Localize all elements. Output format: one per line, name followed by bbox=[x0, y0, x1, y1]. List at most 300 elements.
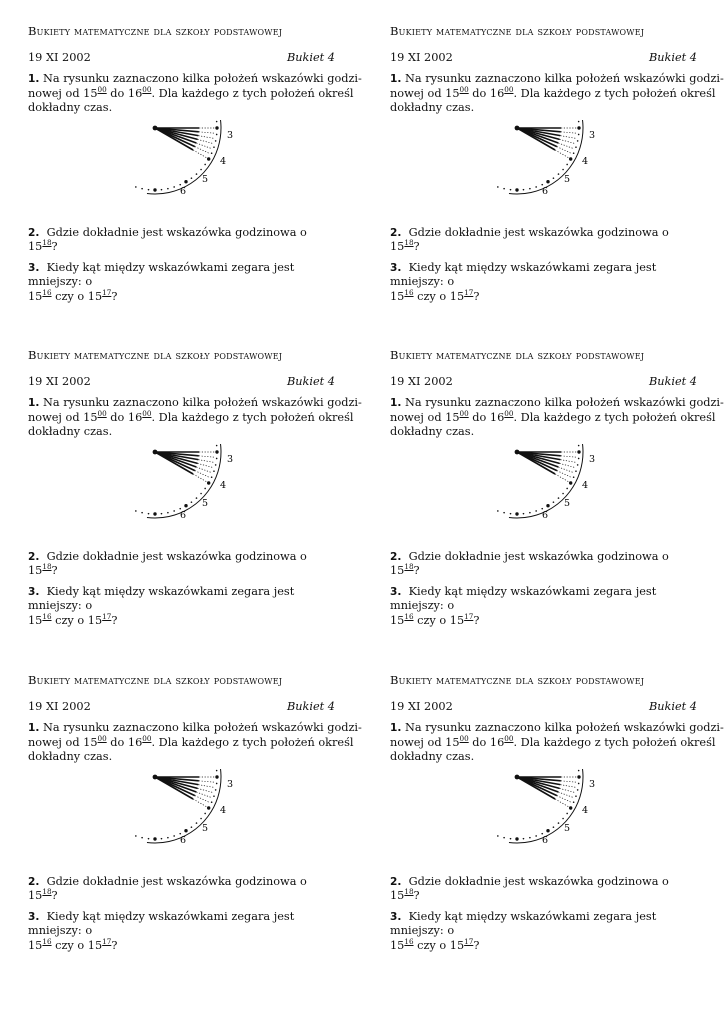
date-line bbox=[390, 375, 697, 390]
minute-mark bbox=[216, 782, 218, 784]
task-3-time-1-hour: 15 bbox=[28, 938, 43, 952]
minute-mark bbox=[578, 769, 580, 771]
minute-mark bbox=[577, 789, 579, 791]
task-3 bbox=[390, 585, 697, 629]
time-from-hour: 15 bbox=[445, 735, 460, 749]
minute-mark bbox=[167, 511, 169, 513]
minute-mark bbox=[173, 186, 175, 188]
task-1-number: 1. bbox=[390, 73, 402, 85]
task-3-end: ? bbox=[473, 938, 480, 952]
minute-mark bbox=[577, 464, 579, 466]
task-3-time-2 bbox=[449, 287, 474, 303]
minute-mark bbox=[529, 511, 531, 513]
task-3-time-2-hour: 15 bbox=[87, 289, 103, 303]
task-1-text-b: nowej od bbox=[390, 86, 442, 100]
minute-mark bbox=[161, 837, 163, 839]
hour-hand-guide bbox=[195, 146, 210, 153]
hour-hand-guide bbox=[198, 784, 214, 787]
minute-mark bbox=[503, 836, 505, 838]
task-2-time bbox=[390, 564, 414, 577]
task-3 bbox=[28, 910, 335, 954]
task-2-time bbox=[390, 240, 414, 253]
task-3-time-1-hour: 15 bbox=[28, 613, 43, 627]
task-1 bbox=[390, 721, 724, 765]
clock-label-4: 4 bbox=[582, 804, 589, 816]
task-3-number: 3. bbox=[390, 910, 402, 923]
task-1-line-1 bbox=[28, 721, 362, 736]
time-to-hour: 16 bbox=[489, 410, 505, 424]
hour-mark bbox=[184, 503, 187, 506]
minute-mark bbox=[173, 510, 175, 512]
time-from-hour: 15 bbox=[445, 86, 460, 100]
hour-mark bbox=[184, 179, 187, 182]
task-2-text: Gdzie dokładnie jest wskazówka godzinowa o bbox=[408, 225, 669, 239]
task-2-number: 2. bbox=[28, 550, 40, 563]
task-3-text-b: czy o bbox=[417, 289, 447, 303]
hour-hand-guide bbox=[555, 474, 569, 482]
minute-mark bbox=[167, 836, 169, 838]
task-3-time-1-minutes: 16 bbox=[404, 611, 414, 621]
hour-mark bbox=[207, 806, 210, 809]
time-from-minutes: 00 bbox=[97, 733, 107, 743]
minute-mark bbox=[204, 163, 206, 165]
hour-hand-guide bbox=[561, 780, 577, 781]
task-2-time bbox=[28, 889, 52, 902]
task-3-end: ? bbox=[473, 613, 480, 627]
clock-label-5: 5 bbox=[202, 173, 209, 185]
clock-center bbox=[153, 774, 158, 779]
task-2-number: 2. bbox=[390, 550, 402, 563]
minute-mark bbox=[497, 510, 499, 512]
minute-mark bbox=[191, 177, 193, 179]
clock-label-6: 6 bbox=[542, 509, 549, 521]
task-3-time-1 bbox=[28, 936, 52, 952]
task-1-text-d: . Dla każdego z tych położeń określ bbox=[151, 735, 354, 749]
clock-figure bbox=[390, 120, 697, 222]
task-1-number: 1. bbox=[390, 397, 402, 409]
task-2-time-hour: 15 bbox=[390, 564, 405, 577]
task-1-text-b: nowej od bbox=[28, 735, 80, 749]
time-to-minutes: 00 bbox=[142, 84, 152, 94]
task-2-end: ? bbox=[51, 564, 58, 577]
clock-label-6: 6 bbox=[180, 185, 187, 197]
task-3 bbox=[390, 910, 697, 954]
task-1-line-1 bbox=[28, 396, 362, 411]
date-line bbox=[28, 700, 335, 715]
hour-hand-guide bbox=[558, 143, 573, 148]
minute-mark bbox=[200, 817, 202, 819]
minute-mark bbox=[148, 512, 150, 514]
hour-hand-guide bbox=[198, 135, 214, 138]
task-3-time-2-minutes: 17 bbox=[464, 611, 474, 621]
hour-hand-guide bbox=[198, 139, 213, 143]
clock-diagram bbox=[495, 769, 605, 869]
task-3-text-a: Kiedy kąt między wskazówkami zegara jest mniejszy: o bbox=[28, 260, 295, 288]
task-2-time-minutes: 18 bbox=[404, 562, 414, 571]
date-text: 19 XI 2002 bbox=[28, 50, 91, 64]
hour-mark bbox=[515, 188, 518, 191]
task-1-line-2 bbox=[390, 84, 716, 102]
hour-hand-guide bbox=[555, 150, 569, 158]
task-1-line-3: dokładny czas. bbox=[390, 425, 475, 438]
task-3-time-1-hour: 15 bbox=[28, 289, 43, 303]
hour-mark bbox=[515, 837, 518, 840]
clock-figure bbox=[28, 120, 335, 222]
task-2 bbox=[390, 875, 697, 904]
worksheet-card bbox=[390, 671, 724, 971]
task-3-time-2-minutes: 17 bbox=[102, 936, 112, 946]
task-1-number: 1. bbox=[390, 722, 402, 734]
hour-mark bbox=[184, 828, 187, 831]
task-2-time-minutes: 18 bbox=[404, 887, 414, 896]
card-header: Bukiety matematyczne dla szkoły podstawowej bbox=[28, 348, 283, 362]
minute-mark bbox=[191, 501, 193, 503]
task-1-line-2 bbox=[28, 84, 354, 102]
task-3-end: ? bbox=[111, 289, 118, 303]
task-3 bbox=[28, 261, 335, 305]
minute-mark bbox=[573, 476, 575, 478]
task-2-time-minutes: 18 bbox=[404, 238, 414, 247]
minute-mark bbox=[523, 837, 525, 839]
task-2 bbox=[390, 550, 697, 579]
clock-diagram bbox=[495, 444, 605, 544]
task-2 bbox=[28, 226, 335, 255]
time-from-minutes: 00 bbox=[459, 408, 469, 418]
clock-label-5: 5 bbox=[202, 497, 209, 509]
task-3-text-a: Kiedy kąt między wskazówkami zegara jest mniejszy: o bbox=[390, 584, 657, 612]
task-3-time-2-minutes: 17 bbox=[464, 287, 474, 297]
hour-hand-guide bbox=[196, 467, 211, 472]
minute-mark bbox=[211, 152, 213, 154]
time-to-minutes: 00 bbox=[142, 733, 152, 743]
task-3-time-1-minutes: 16 bbox=[42, 611, 52, 621]
minute-mark bbox=[535, 835, 537, 837]
task-1-line-3: dokładny czas. bbox=[28, 750, 113, 763]
task-2-time bbox=[28, 240, 52, 253]
minute-mark bbox=[215, 464, 217, 466]
minute-mark bbox=[566, 163, 568, 165]
hour-hand-guide bbox=[560, 788, 575, 792]
minute-mark bbox=[497, 835, 499, 837]
hour-mark bbox=[546, 179, 549, 182]
minute-mark bbox=[196, 822, 198, 824]
time-to-minutes: 00 bbox=[504, 733, 514, 743]
hour-mark bbox=[546, 828, 549, 831]
minute-mark bbox=[167, 187, 169, 189]
task-1-text-a: Na rysunku zaznaczono kilka położeń wskazówki godzi- bbox=[43, 72, 362, 85]
task-2-end: ? bbox=[51, 889, 58, 902]
task-2-time-hour: 15 bbox=[28, 564, 43, 577]
time-to bbox=[489, 408, 514, 424]
minute-mark bbox=[573, 801, 575, 803]
minute-mark bbox=[553, 177, 555, 179]
worksheet-card bbox=[28, 346, 362, 646]
minute-mark bbox=[573, 152, 575, 154]
task-1-text-a: Na rysunku zaznaczono kilka położeń wskazówki godzi- bbox=[405, 396, 724, 409]
task-3-time-2-hour: 15 bbox=[449, 938, 465, 952]
task-2-time-hour: 15 bbox=[390, 889, 405, 902]
task-1-text-b: nowej od bbox=[390, 735, 442, 749]
clock-figure bbox=[28, 769, 335, 871]
task-2-time-hour: 15 bbox=[28, 889, 43, 902]
hour-mark bbox=[515, 512, 518, 515]
hour-hand-guide bbox=[560, 784, 576, 787]
task-1-line-2 bbox=[390, 733, 716, 751]
time-to-hour: 16 bbox=[489, 735, 505, 749]
time-from-minutes: 00 bbox=[459, 733, 469, 743]
minute-mark bbox=[213, 146, 215, 148]
minute-mark bbox=[558, 822, 560, 824]
clock-diagram bbox=[133, 769, 243, 869]
task-3-time-1-minutes: 16 bbox=[404, 287, 414, 297]
minute-mark bbox=[191, 826, 193, 828]
time-from-hour: 15 bbox=[83, 86, 98, 100]
task-1-line-1 bbox=[28, 72, 362, 87]
task-3-number: 3. bbox=[28, 585, 40, 598]
task-3-number: 3. bbox=[28, 910, 40, 923]
minute-mark bbox=[562, 492, 564, 494]
minute-mark bbox=[216, 120, 218, 122]
hour-mark bbox=[207, 157, 210, 160]
task-1-text-d: . Dla każdego z tych położeń określ bbox=[151, 86, 354, 100]
worksheet-card bbox=[390, 346, 724, 646]
time-to-hour: 16 bbox=[127, 735, 143, 749]
minute-mark bbox=[148, 188, 150, 190]
time-to-hour: 16 bbox=[127, 86, 143, 100]
task-3-time-2 bbox=[449, 611, 474, 627]
time-from-minutes: 00 bbox=[459, 84, 469, 94]
time-to bbox=[127, 408, 152, 424]
card-header: Bukiety matematyczne dla szkoły podstawowej bbox=[390, 348, 645, 362]
task-1-text-d: . Dla każdego z tych położeń określ bbox=[513, 410, 716, 424]
task-2-text: Gdzie dokładnie jest wskazówka godzinowa o bbox=[46, 549, 307, 563]
task-3-time-1-hour: 15 bbox=[390, 613, 405, 627]
task-1-text-d: . Dla każdego z tych położeń określ bbox=[513, 86, 716, 100]
minute-mark bbox=[535, 510, 537, 512]
minute-mark bbox=[577, 140, 579, 142]
hour-mark bbox=[569, 806, 572, 809]
time-to-minutes: 00 bbox=[504, 408, 514, 418]
minute-mark bbox=[503, 187, 505, 189]
clock-figure bbox=[390, 444, 697, 546]
task-1 bbox=[390, 396, 724, 440]
task-1-number: 1. bbox=[28, 73, 40, 85]
hour-hand-guide bbox=[557, 146, 572, 153]
worksheet-card bbox=[28, 22, 362, 322]
task-3-text-a: Kiedy kąt między wskazówkami zegara jest mniejszy: o bbox=[390, 909, 657, 937]
task-1-text-c: do bbox=[472, 86, 487, 100]
task-1-text-b: nowej od bbox=[28, 410, 80, 424]
hour-hand-guide bbox=[557, 795, 572, 802]
hour-hand-guide bbox=[198, 463, 213, 467]
date-line bbox=[28, 51, 335, 66]
task-1-line-2 bbox=[28, 408, 354, 426]
hour-mark bbox=[215, 775, 218, 778]
minute-mark bbox=[161, 512, 163, 514]
task-3-time-1-minutes: 16 bbox=[42, 936, 52, 946]
task-1-text-a: Na rysunku zaznaczono kilka położeń wskazówki godzi- bbox=[405, 721, 724, 734]
task-3-end: ? bbox=[111, 938, 118, 952]
task-3-time-1-minutes: 16 bbox=[42, 287, 52, 297]
bukiet-label: Bukiet 4 bbox=[648, 699, 697, 713]
task-2-end: ? bbox=[51, 240, 58, 253]
task-2-end: ? bbox=[413, 564, 420, 577]
task-1-text-c: do bbox=[110, 410, 125, 424]
task-1-text-a: Na rysunku zaznaczono kilka położeń wskazówki godzi- bbox=[43, 396, 362, 409]
time-from bbox=[83, 84, 107, 100]
minute-mark bbox=[523, 512, 525, 514]
hour-mark bbox=[546, 503, 549, 506]
time-to bbox=[127, 84, 152, 100]
task-2-number: 2. bbox=[28, 875, 40, 888]
minute-mark bbox=[578, 457, 580, 459]
hour-hand-guide bbox=[560, 463, 575, 467]
task-2-time bbox=[28, 564, 52, 577]
task-3-time-2-hour: 15 bbox=[87, 938, 103, 952]
clock-label-3: 3 bbox=[227, 453, 234, 465]
worksheet-card bbox=[390, 22, 724, 322]
minute-mark bbox=[196, 497, 198, 499]
minute-mark bbox=[148, 837, 150, 839]
task-2-time-hour: 15 bbox=[28, 240, 43, 253]
task-3-time-2-minutes: 17 bbox=[102, 287, 112, 297]
task-3-text-b: czy o bbox=[55, 289, 85, 303]
time-from-minutes: 00 bbox=[97, 84, 107, 94]
task-2-text: Gdzie dokładnie jest wskazówka godzinowa o bbox=[408, 874, 669, 888]
hour-mark bbox=[153, 837, 156, 840]
clock-label-4: 4 bbox=[582, 155, 589, 167]
hour-mark bbox=[215, 126, 218, 129]
minute-mark bbox=[529, 187, 531, 189]
task-1-text-a: Na rysunku zaznaczono kilka położeń wskazówki godzi- bbox=[405, 72, 724, 85]
minute-mark bbox=[200, 492, 202, 494]
clock-label-6: 6 bbox=[180, 509, 187, 521]
task-3-number: 3. bbox=[390, 585, 402, 598]
hour-hand-guide bbox=[198, 788, 213, 792]
task-3-time-1-hour: 15 bbox=[390, 938, 405, 952]
clock-diagram bbox=[133, 120, 243, 220]
minute-mark bbox=[558, 173, 560, 175]
hour-hand-guide bbox=[561, 131, 577, 132]
task-3-time-2-minutes: 17 bbox=[102, 611, 112, 621]
date-text: 19 XI 2002 bbox=[28, 699, 91, 713]
task-2 bbox=[28, 875, 335, 904]
time-from bbox=[83, 733, 107, 749]
minute-mark bbox=[141, 187, 143, 189]
clock-center bbox=[153, 125, 158, 130]
task-1 bbox=[390, 72, 724, 116]
time-to bbox=[127, 733, 152, 749]
clock-label-4: 4 bbox=[582, 479, 589, 491]
worksheet-card bbox=[28, 671, 362, 971]
minute-mark bbox=[510, 512, 512, 514]
time-to-hour: 16 bbox=[489, 86, 505, 100]
minute-mark bbox=[215, 789, 217, 791]
minute-mark bbox=[578, 444, 580, 446]
minute-mark bbox=[213, 470, 215, 472]
task-2-number: 2. bbox=[390, 875, 402, 888]
date-line bbox=[28, 375, 335, 390]
task-1 bbox=[28, 721, 362, 765]
hour-mark bbox=[577, 126, 580, 129]
hour-mark bbox=[577, 775, 580, 778]
hour-hand-guide bbox=[557, 470, 572, 477]
task-3 bbox=[28, 585, 335, 629]
task-3-text-a: Kiedy kąt między wskazówkami zegara jest mniejszy: o bbox=[390, 260, 657, 288]
hour-mark bbox=[153, 188, 156, 191]
clock-center bbox=[515, 449, 520, 454]
minute-mark bbox=[213, 795, 215, 797]
date-text: 19 XI 2002 bbox=[390, 50, 453, 64]
task-1-line-2 bbox=[28, 733, 354, 751]
clock-label-3: 3 bbox=[589, 778, 596, 790]
task-3-text-b: czy o bbox=[417, 613, 447, 627]
task-1-text-b: nowej od bbox=[28, 86, 80, 100]
minute-mark bbox=[523, 188, 525, 190]
task-3-end: ? bbox=[473, 289, 480, 303]
minute-mark bbox=[216, 133, 218, 135]
hour-hand-guide bbox=[195, 795, 210, 802]
minute-mark bbox=[562, 168, 564, 170]
clock-diagram bbox=[133, 444, 243, 544]
hour-mark bbox=[215, 450, 218, 453]
clock-label-3: 3 bbox=[589, 453, 596, 465]
task-3-time-1 bbox=[28, 287, 52, 303]
minute-mark bbox=[216, 444, 218, 446]
task-3-time-1-minutes: 16 bbox=[404, 936, 414, 946]
clock-diagram bbox=[495, 120, 605, 220]
minute-mark bbox=[161, 188, 163, 190]
time-from bbox=[445, 733, 469, 749]
clock-label-4: 4 bbox=[220, 804, 227, 816]
task-3-time-1 bbox=[390, 936, 414, 952]
task-2-text: Gdzie dokładnie jest wskazówka godzinowa o bbox=[46, 225, 307, 239]
hour-mark bbox=[569, 157, 572, 160]
clock-label-5: 5 bbox=[564, 822, 571, 834]
task-2-time bbox=[390, 889, 414, 902]
date-line bbox=[390, 51, 697, 66]
hour-hand-guide bbox=[560, 139, 575, 143]
hour-mark bbox=[207, 481, 210, 484]
hour-hand-guide bbox=[195, 470, 210, 477]
minute-mark bbox=[503, 511, 505, 513]
hour-hand-guide bbox=[561, 455, 577, 456]
clock-label-6: 6 bbox=[542, 185, 549, 197]
task-3-text-b: czy o bbox=[55, 938, 85, 952]
minute-mark bbox=[204, 812, 206, 814]
card-header: Bukiety matematyczne dla szkoły podstawowej bbox=[28, 673, 283, 687]
minute-mark bbox=[135, 510, 137, 512]
clock-label-6: 6 bbox=[180, 834, 187, 846]
date-text: 19 XI 2002 bbox=[390, 374, 453, 388]
task-3-text-a: Kiedy kąt między wskazówkami zegara jest mniejszy: o bbox=[28, 909, 295, 937]
minute-mark bbox=[216, 769, 218, 771]
clock-label-5: 5 bbox=[202, 822, 209, 834]
minute-mark bbox=[141, 511, 143, 513]
task-3 bbox=[390, 261, 697, 305]
task-3-time-2 bbox=[87, 611, 112, 627]
task-3-time-1 bbox=[28, 611, 52, 627]
minute-mark bbox=[135, 186, 137, 188]
clock-label-4: 4 bbox=[220, 479, 227, 491]
hour-hand-guide bbox=[193, 474, 207, 482]
card-header: Bukiety matematyczne dla szkoły podstawowej bbox=[390, 673, 645, 687]
hour-hand-guide bbox=[558, 467, 573, 472]
minute-mark bbox=[566, 812, 568, 814]
clock-center bbox=[153, 449, 158, 454]
hour-hand-guide bbox=[555, 799, 569, 807]
hour-hand-guide bbox=[196, 792, 211, 797]
